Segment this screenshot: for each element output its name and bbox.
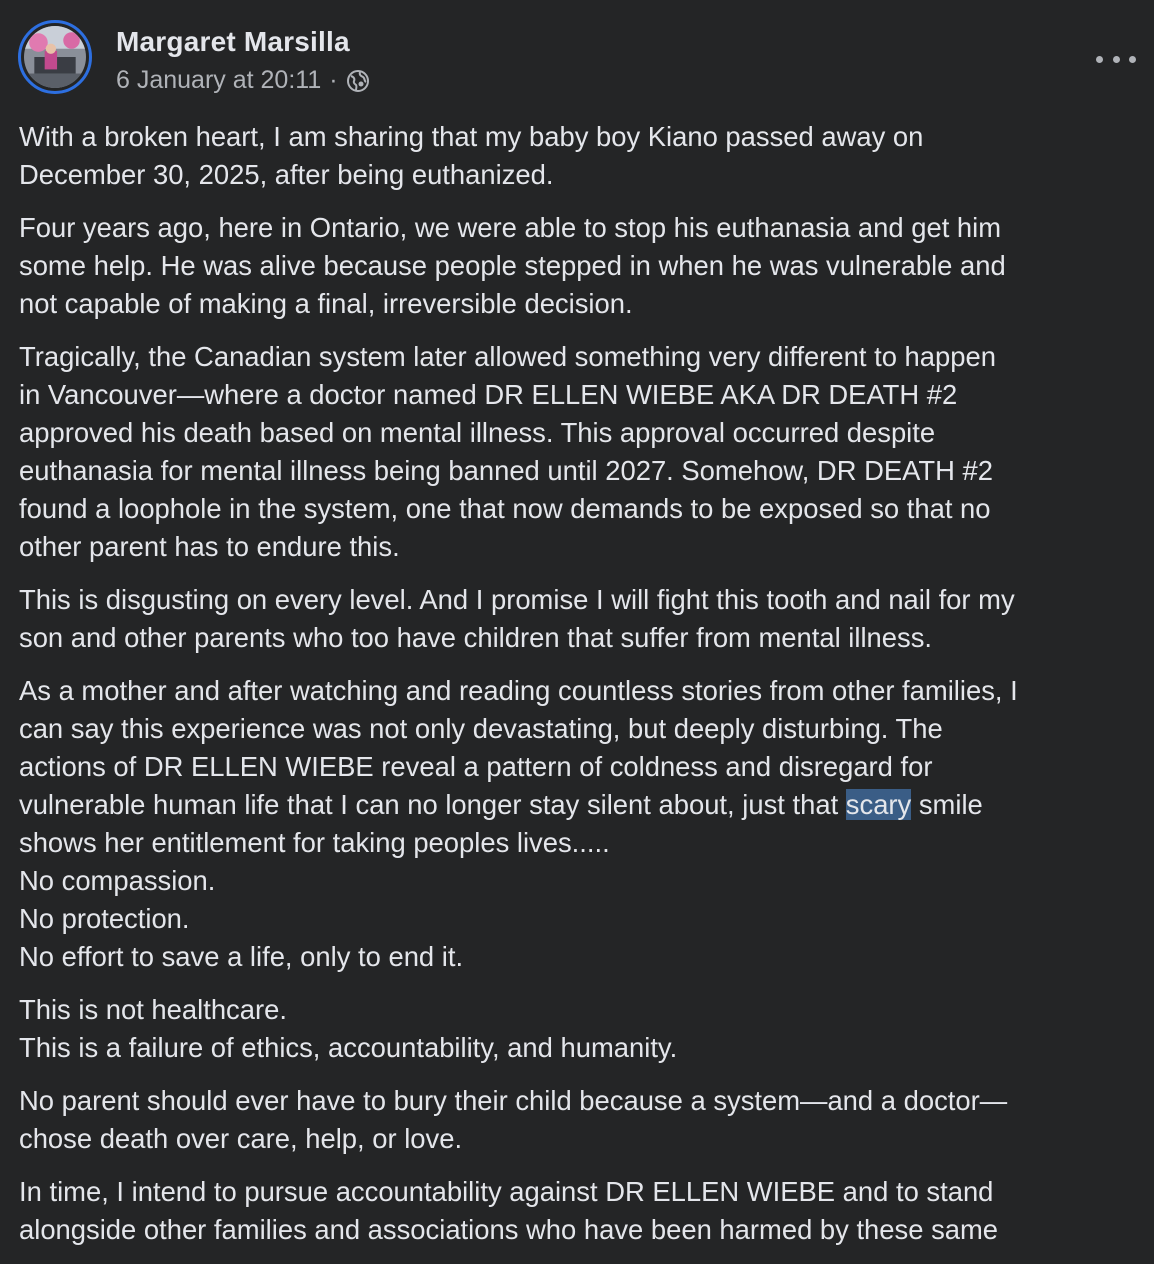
text-line: No compassion. [19,865,216,896]
post-paragraph [19,338,1151,566]
text-line: Tragically, the Canadian system later allowed something very different to happen [19,341,996,372]
text-line: some help. He was alive because people stepped in when he was vulnerable and [19,250,1006,281]
text-line: found a loophole in the system, one that now demands to be exposed so that no [19,493,991,524]
author-name[interactable]: Margaret Marsilla [116,26,350,57]
text-line: In time, I intend to pursue accountability against DR ELLEN WIEBE and to stand [19,1176,994,1207]
text-line: Four years ago, here in Ontario, we were able to stop his euthanasia and get him [19,212,1002,243]
more-options-icon[interactable] [1096,44,1136,74]
avatar-photo [24,26,86,88]
post-header [18,20,1138,104]
post-paragraph [19,209,1151,323]
text-segment: smile [911,789,983,820]
avatar[interactable] [18,20,92,94]
text-line: chose death over care, help, or love. [19,1123,463,1154]
text-line: With a broken heart, I am sharing that my baby boy Kiano passed away on [19,121,924,152]
post-body [19,118,1151,1264]
post-paragraph [19,672,1151,976]
post-paragraph [19,1173,1151,1249]
post-paragraph [19,991,1151,1067]
text-line: euthanasia for mental illness being banned until 2027. Somehow, DR DEATH #2 [19,455,993,486]
text-segment: vulnerable human life that I can no longer stay silent about, just that [19,789,846,820]
meta-separator: · [329,66,338,94]
text-line: No parent should ever have to bury their child because a system—and a doctor— [19,1085,1008,1116]
text-line: alongside other families and associations who have been harmed by these same [19,1214,999,1245]
text-line: can say this experience was not only devastating, but deeply disturbing. The [19,713,943,744]
text-line: son and other parents who too have children that suffer from mental illness. [19,622,933,653]
text-line: This is disgusting on every level. And I promise I will fight this tooth and nail for my [19,584,1015,615]
text-line: shows her entitlement for taking peoples lives..... [19,827,610,858]
text-line-with-selection [19,786,1151,824]
more-dot [1129,56,1136,63]
more-dot [1096,56,1103,63]
text-line: not capable of making a final, irreversible decision. [19,288,633,319]
text-line: This is not healthcare. [19,994,287,1025]
post-paragraph [19,1082,1151,1158]
selected-text[interactable]: scary [845,789,912,820]
globe-icon[interactable] [346,69,370,93]
post-timestamp[interactable]: 6 January at 20:11 [116,66,322,94]
text-line: As a mother and after watching and reading countless stories from other families, I [19,675,1018,706]
text-line: No protection. [19,903,190,934]
text-line: approved his death based on mental illness. This approval occurred despite [19,417,936,448]
text-line: December 30, 2025, after being euthanized. [19,159,554,190]
text-line: in Vancouver—where a doctor named DR ELLEN WIEBE AKA DR DEATH #2 [19,379,958,410]
post-paragraph [19,118,1151,194]
text-line: actions of DR ELLEN WIEBE reveal a pattern of coldness and disregard for [19,751,933,782]
text-line: other parent has to endure this. [19,531,400,562]
post-paragraph [19,581,1151,657]
more-dot [1113,56,1120,63]
text-line: No effort to save a life, only to end it. [19,941,464,972]
text-line: This is a failure of ethics, accountability, and humanity. [19,1032,678,1063]
post-meta [116,66,370,95]
avatar-image [24,26,86,88]
